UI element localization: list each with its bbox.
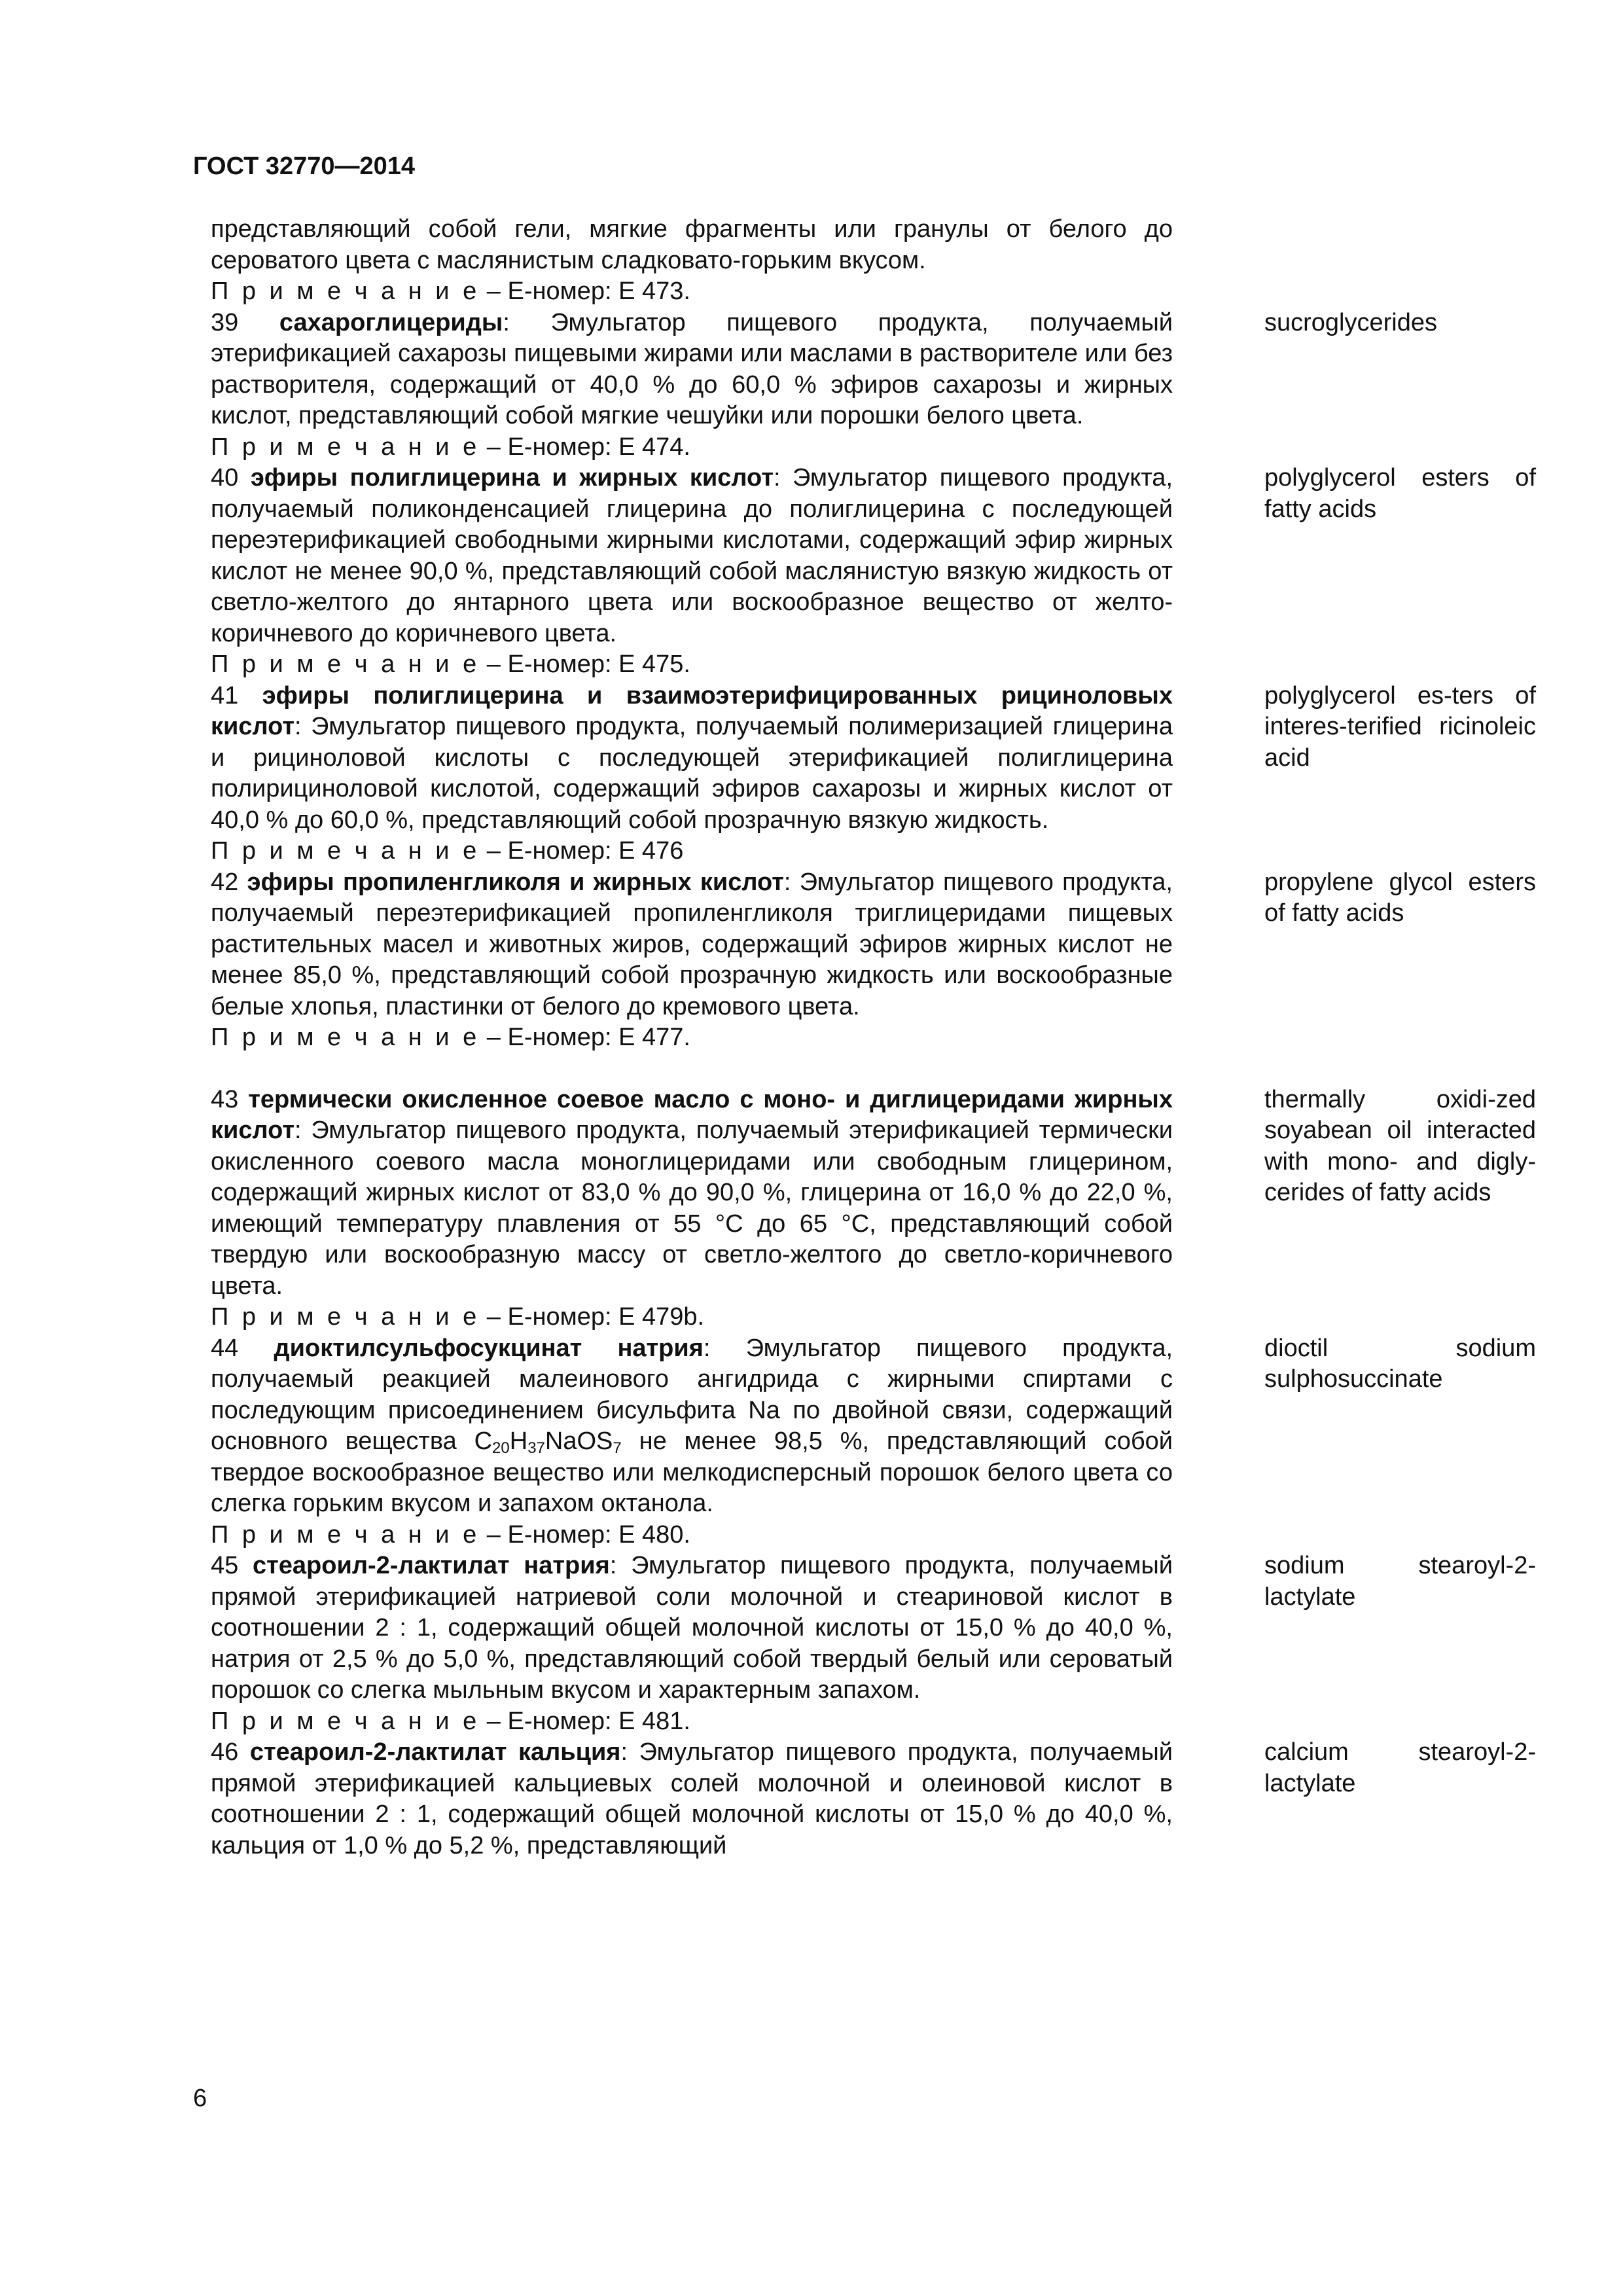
term-name: стеароил-2-лактилат натрия (253, 1552, 610, 1579)
definition-text: : Эмульгатор пищевого продукта, получаемый прямой этерификацией кальциевых солей молочной и олеиновой кислот в соотношении 2 : 1, содержащий общей молочной кислоты от 15,0 % до 40,0 %, кальция от 1,0 % до 5,2 %, представляющий (211, 1738, 1173, 1859)
term-definition (211, 1737, 1173, 1861)
note-prefix: П р и м е ч а н и е (211, 1520, 480, 1549)
term-definition (211, 867, 1173, 1023)
note-prefix: П р и м е ч а н и е (211, 1303, 480, 1331)
formula-subscript: 7 (613, 1439, 622, 1457)
term-definition (211, 1085, 1173, 1302)
term-name: термически окисленное соевое масло с моно- и диглицеридами жирных кислот (211, 1085, 1173, 1144)
definition-text: не менее 98,5 %, представляющий собой твердое воскообразное вещество или мелкодисперсный порошок белого цвета со слегка горьким вкусом и запахом октанола. (211, 1427, 1173, 1517)
term-name: сахароглицериды (279, 308, 503, 336)
note-prefix: П р и м е ч а н и е (211, 1024, 480, 1051)
english-equivalent: polyglycerol esters of fatty acids (1264, 464, 1536, 523)
note-prefix: П р и м е ч а н и е (211, 433, 480, 461)
term-name: эфиры пропиленгликоля и жирных кислот (247, 868, 784, 896)
note-prefix: П р и м е ч а н и е (211, 1707, 480, 1735)
term-definition (211, 1551, 1173, 1706)
term-entry (211, 1085, 1536, 1302)
formula-naos: NaOS (544, 1427, 613, 1455)
formula-subscript: 37 (527, 1439, 545, 1457)
note-prefix: П р и м е ч а н и е (211, 837, 480, 865)
formula-carbon: C (474, 1427, 493, 1455)
note-prefix: П р и м е ч а н и е (211, 651, 480, 678)
definition-text: : Эмульгатор пищевого продукта, получаемый полимеризацией глицерина и рициноловой кислоты с последующей этерификацией полиглицерина полирициноловой кислотой, содержащий эфиров сахарозы и жирных кислот от 40,0 % до 60,0 %, представляющий собой прозрачную вязкую жидкость. (211, 713, 1173, 834)
term-entry (211, 463, 1536, 649)
term-number: 39 (211, 308, 279, 336)
formula-subscript: 20 (492, 1439, 510, 1457)
note-text: – Е-номер: Е 474. (480, 433, 690, 461)
note-text: – Е-номер: Е 480. (480, 1520, 690, 1549)
english-equivalent: sucroglycerides (1264, 308, 1437, 336)
definition-text: : Эмульгатор пищевого продукта, получаемый прямой этерификацией натриевой соли молочной и стеариновой кислот в соотношении 2 : 1, содержащий общей молочной кислоты от 15,0 % до 40,0 %, натрия от 2,5 % до 5,0 %, представляющий собой твердый белый или сероватый порошок со слегка мыльным вкусом и характерным запахом. (211, 1552, 1173, 1704)
term-name: эфиры полиглицерина и взаимоэтерифицированных рициноловых кислот (211, 681, 1173, 740)
english-equivalent: dioctil sodium sulphosuccinate (1264, 1334, 1536, 1393)
note-prefix: П р и м е ч а н и е (211, 278, 480, 305)
document-header: ГОСТ 32770—2014 (193, 152, 416, 180)
note-line (211, 1706, 1536, 1738)
term-entry (211, 867, 1536, 1023)
continuation-text: представляющий собой гели, мягкие фрагменты или гранулы от белого до сероватого цвета с маслянистым сладковато-горьким вкусом. (211, 215, 1173, 274)
term-entry (211, 681, 1536, 836)
note-text: – Е-номер: Е 477. (480, 1024, 690, 1051)
term-number: 40 (211, 464, 251, 492)
definition-text: : Эмульгатор пищевого продукта, получаемый этерификацией термически окисленного соевого масла моноглицеридами или свободным глицерином, содержащий жирных кислот от 83,0 % до 90,0 %, глицерина от 16,0 % до 22,0 %, имеющий температуру плавления от 55 °С до 65 °С, представляющий собой твердую или воскообразную массу от светло-желтого до светло-коричневого цвета. (211, 1117, 1173, 1300)
chemical-formula (474, 1427, 622, 1455)
definition-text: : Эмульгатор пищевого продукта, получаемый переэтерификацией пропиленгликоля триглицеридами пищевых растительных масел и животных жиров, содержащий эфиров жирных кислот не менее 85,0 %, представляющий собой прозрачную жидкость или воскообразные белые хлопья, пластинки от белого до кремового цвета. (211, 868, 1173, 1020)
term-name: стеароил-2-лактилат кальция (249, 1738, 621, 1766)
note-text: – Е-номер: Е 473. (480, 278, 690, 305)
english-equivalent: calcium stearoyl-2-lactylate (1264, 1738, 1536, 1797)
term-definition (211, 463, 1173, 649)
definition-text: : Эмульгатор пищевого продукта, получаемый реакцией малеинового ангидрида с жирными спиртами с последующим присоединением бисульфита Na по двойной связи, содержащий основного вещества (211, 1334, 1173, 1455)
term-definition (211, 681, 1173, 836)
note-line (211, 649, 1536, 681)
term-number: 41 (211, 681, 262, 709)
term-number: 45 (211, 1552, 253, 1579)
note-line (211, 276, 1536, 308)
note-text: – Е-номер: Е 479b. (480, 1303, 705, 1331)
note-text: – Е-номер: Е 481. (480, 1707, 690, 1735)
term-number: 43 (211, 1085, 249, 1113)
english-equivalent: propylene glycol esters of fatty acids (1264, 868, 1536, 927)
page-number: 6 (193, 2085, 207, 2112)
formula-hydrogen: H (509, 1427, 528, 1455)
term-definition (211, 1333, 1173, 1520)
note-line (211, 1520, 1536, 1551)
term-number: 42 (211, 868, 247, 896)
term-name: диоктилсульфосукцинат натрия (274, 1334, 704, 1362)
english-equivalent: polyglycerol es-ters of interes-terified ricinoleic acid (1264, 681, 1536, 772)
term-entry (211, 1737, 1536, 1861)
note-line (211, 1022, 1536, 1054)
term-definition (211, 308, 1173, 432)
english-equivalent: thermally oxidi-zed soyabean oil interacted with mono- and digly-cerides of fatty acids (1264, 1085, 1536, 1206)
term-entry (211, 1333, 1536, 1520)
term-name: эфиры полиглицерина и жирных кислот (250, 464, 774, 492)
definition-text: : Эмульгатор пищевого продукта, получаемый этерификацией сахарозы пищевыми жирами или маслами в растворителе или без растворителя, содержащий от 40,0 % до 60,0 % эфиров сахарозы и жирных кислот, представляющий собой мягкие чешуйки или порошки белого цвета. (211, 308, 1173, 429)
term-entry (211, 308, 1536, 432)
note-text: – Е-номер: Е 475. (480, 651, 690, 678)
note-line (211, 836, 1536, 867)
note-line (211, 1302, 1536, 1333)
spacer (211, 1054, 1536, 1085)
continuation-block (211, 214, 1536, 276)
note-line (211, 432, 1536, 463)
definition-text: : Эмульгатор пищевого продукта, получаемый поликонденсацией глицерина до полиглицерина с последующей переэтерификацией свободными жирными кислотами, содержащий эфир жирных кислот не менее 90,0 %, представляющий собой маслянистую вязкую жидкость от светло-желтого до янтарного цвета или воскообразное вещество от желто-коричневого до коричневого цвета. (211, 464, 1173, 647)
term-number: 46 (211, 1738, 250, 1766)
term-number: 44 (211, 1334, 274, 1362)
note-text: – Е-номер: Е 476 (480, 837, 684, 865)
english-equivalent: sodium stearoyl-2-lactylate (1264, 1552, 1536, 1611)
terms-list (211, 214, 1536, 1861)
term-entry (211, 1551, 1536, 1706)
